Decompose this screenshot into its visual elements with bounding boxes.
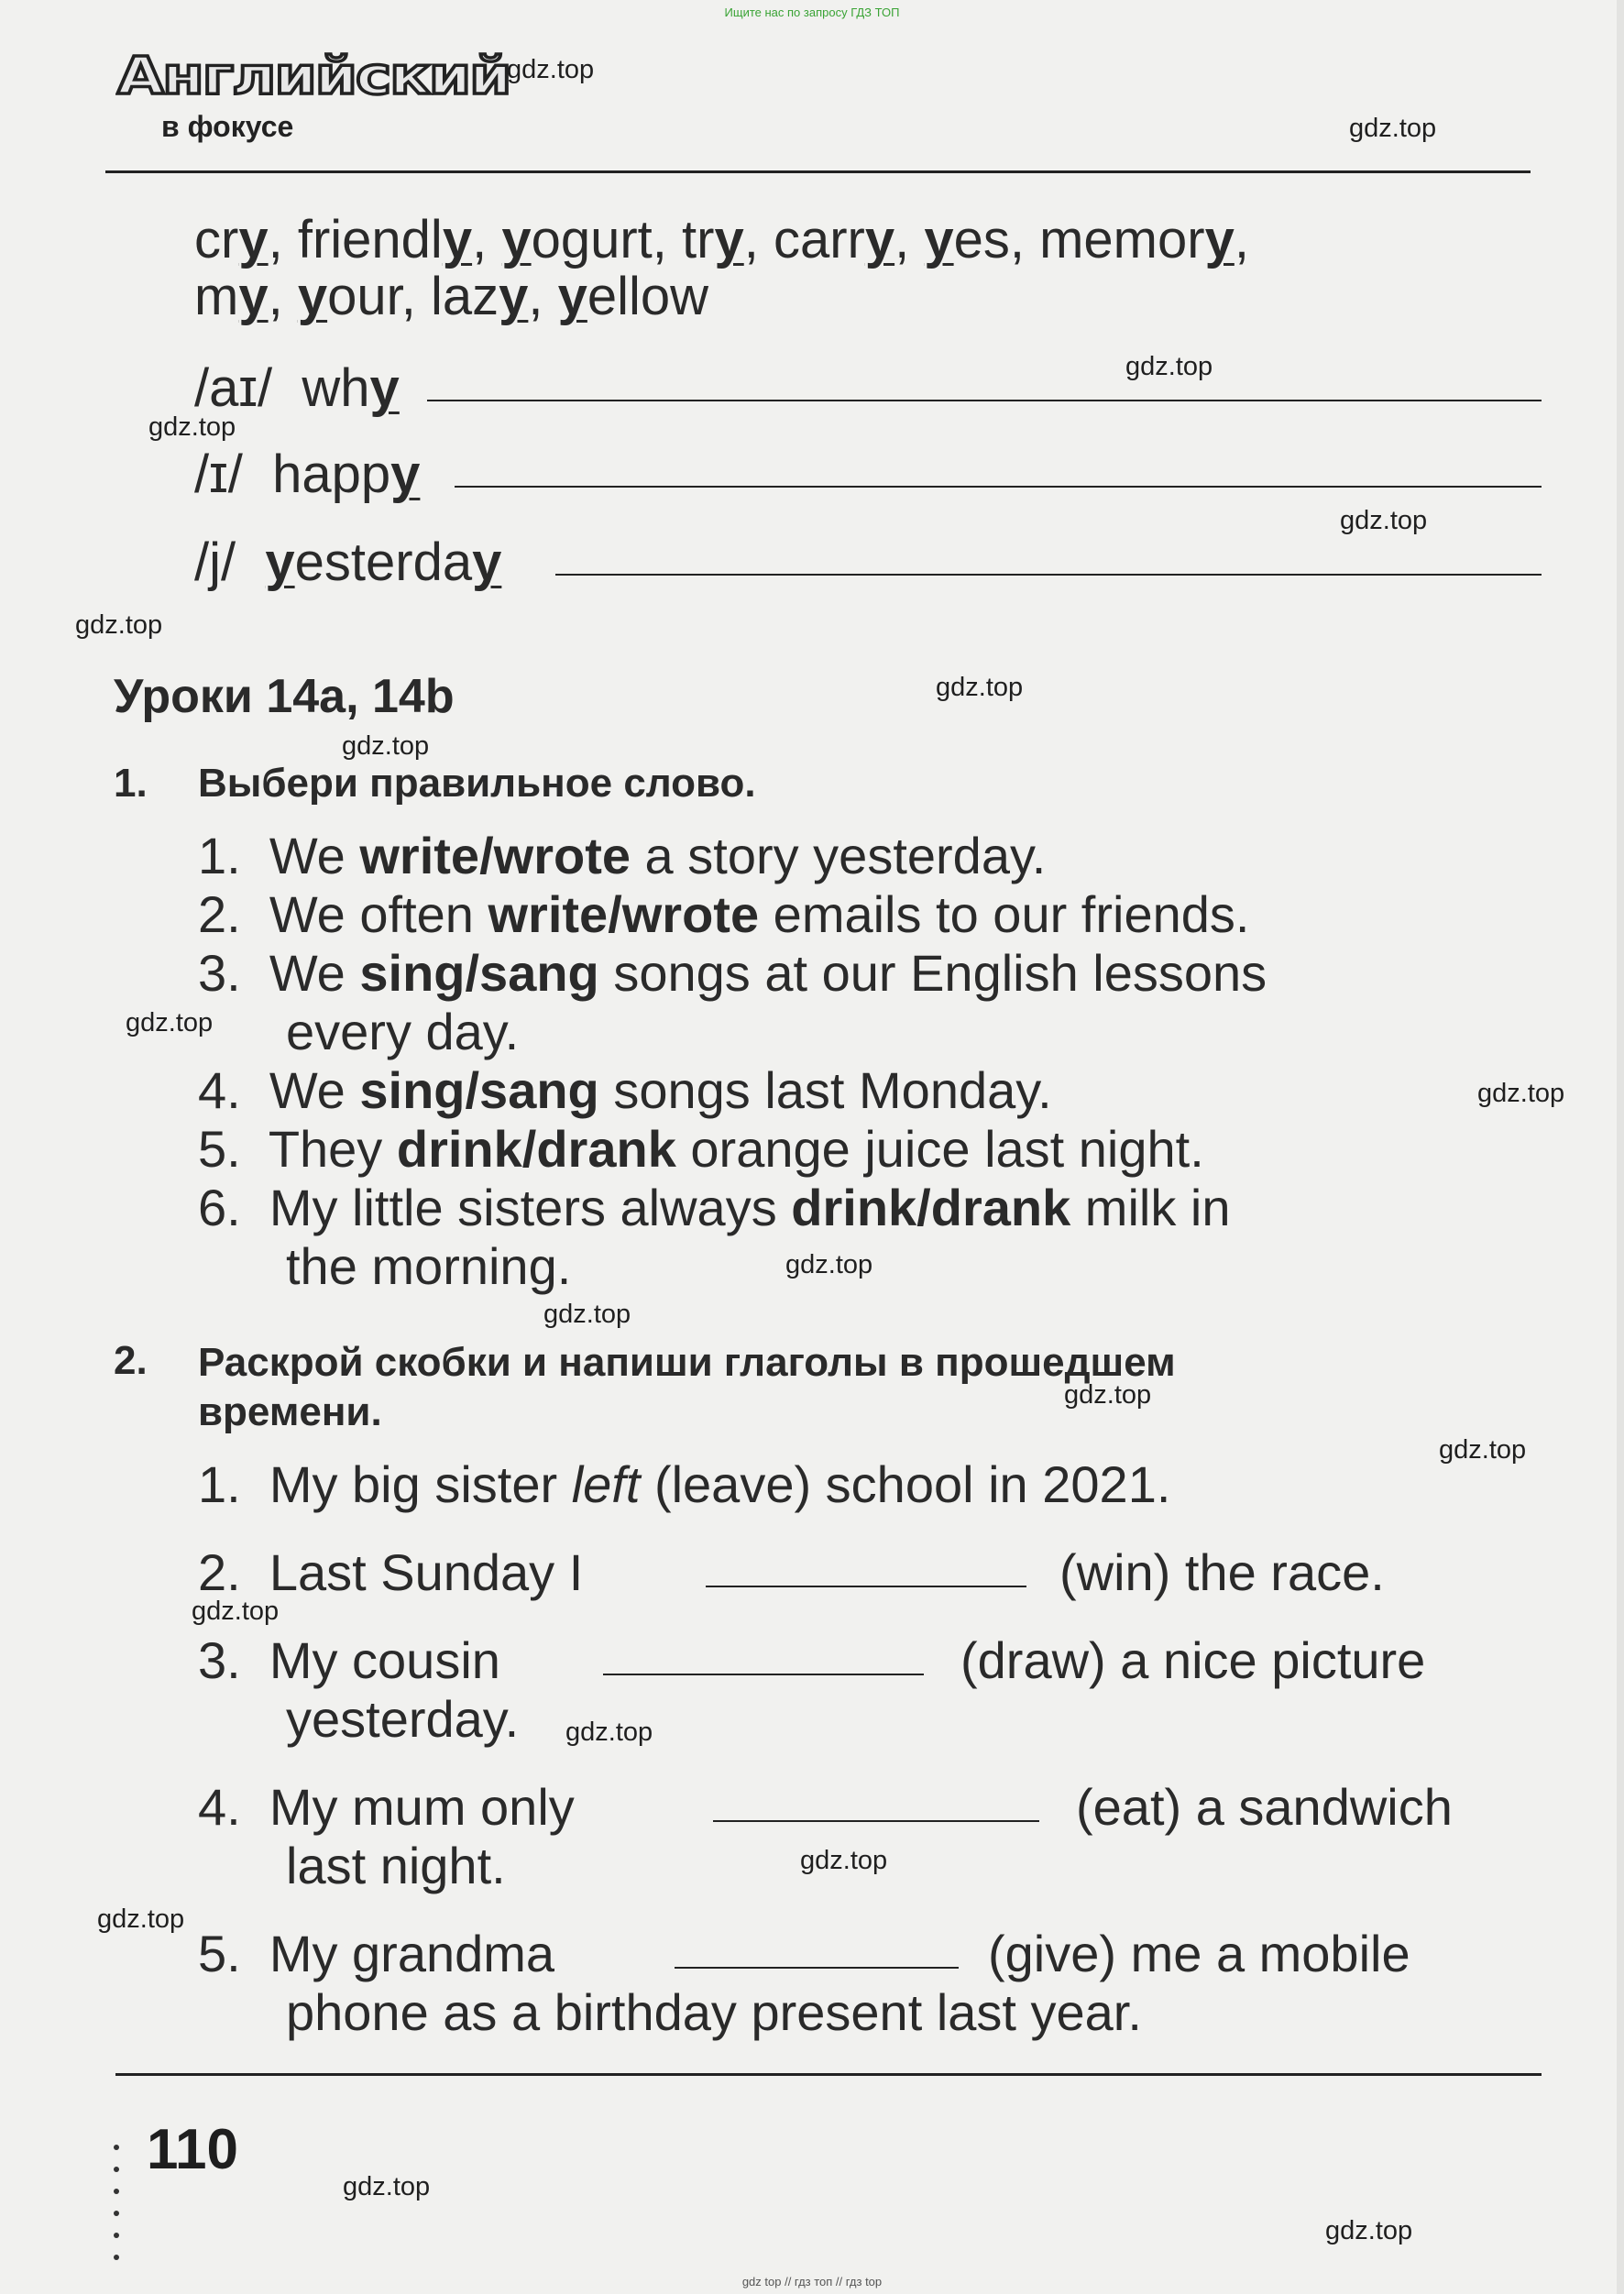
example-word: why: [302, 358, 400, 418]
task1-item: 4. We sing/sang songs last Monday.: [198, 1061, 1052, 1119]
watermark: gdz.top: [543, 1300, 631, 1329]
section-title: Уроки 14a, 14b: [114, 670, 455, 723]
task1-item: 6. My little sisters always drink/drank milk in the morning.: [198, 1179, 1231, 1295]
watermark: gdz.top: [1325, 2216, 1413, 2245]
answer-blank[interactable]: [706, 1586, 1026, 1587]
choice[interactable]: sing/sang: [359, 1061, 599, 1119]
task2-item: 5. My grandma phone as a birthday present last year.: [198, 1925, 1142, 2041]
answer-blank[interactable]: [675, 1967, 959, 1969]
sound-row-j: [194, 533, 501, 592]
answer-blank[interactable]: [713, 1820, 1039, 1822]
watermark: gdz.top: [1125, 352, 1213, 381]
example-word: yesterday: [265, 532, 502, 592]
logo-subtitle: в фокусе: [161, 110, 294, 143]
task2-heading: Раскрой скобки и напиши глаголы в прошедшем времени.: [198, 1340, 1176, 1434]
page-number: 110: [147, 2118, 239, 2181]
word: try,: [682, 210, 774, 269]
example-word: happy: [272, 445, 421, 504]
watermark: gdz.top: [1340, 506, 1428, 535]
watermark: gdz.top: [97, 1904, 185, 1934]
word: your,: [297, 267, 431, 326]
top-banner: Ищите нас по запросу ГДЗ ТОП: [724, 5, 900, 19]
answer-line[interactable]: [427, 400, 1542, 401]
header-rule: [105, 170, 1531, 173]
answer-blank[interactable]: [603, 1674, 924, 1675]
word: memory,: [1039, 210, 1249, 269]
watermark: gdz.top: [1064, 1380, 1152, 1410]
task1-item: 3. We sing/sang songs at our English lessons every day.: [198, 944, 1267, 1060]
sound-row-i: [194, 445, 420, 504]
task2-item-tail: (draw) a nice picture: [960, 1631, 1426, 1689]
task2-item: 3. My cousin yesterday.: [198, 1631, 520, 1748]
ipa-symbol: /aɪ/: [194, 358, 273, 418]
watermark: gdz.top: [800, 1846, 888, 1875]
word: carry,: [773, 210, 925, 269]
watermark: gdz.top: [1439, 1435, 1527, 1465]
answer-line[interactable]: [555, 574, 1542, 576]
choice[interactable]: sing/sang: [359, 944, 599, 1002]
word: yellow: [557, 267, 709, 326]
watermark: gdz.top: [936, 673, 1024, 702]
word-list-line-1: [194, 211, 1249, 269]
task2-number: 2.: [114, 1338, 148, 1383]
watermark: gdz.top: [1349, 114, 1437, 143]
watermark: gdz.top: [148, 412, 236, 442]
task2-item-tail: (give) me a mobile: [988, 1925, 1410, 1982]
choice[interactable]: write/wrote: [488, 885, 760, 943]
page-edge: [1617, 0, 1624, 2294]
watermark: gdz.top: [126, 1008, 214, 1037]
task2-item-tail: (win) the race.: [1059, 1543, 1385, 1601]
word: friendly,: [297, 210, 502, 269]
watermark: gdz.top: [342, 731, 430, 761]
word: lazy,: [430, 267, 558, 326]
ipa-symbol: /ɪ/: [194, 445, 243, 504]
ipa-symbol: /j/: [194, 532, 236, 592]
dotted-margin: [114, 2145, 121, 2277]
task1-item: 1. We write/wrote a story yesterday.: [198, 827, 1047, 884]
word-list-line-2: [194, 268, 708, 326]
choice[interactable]: drink/drank: [396, 1120, 676, 1178]
word: yogurt,: [501, 210, 683, 269]
task1-item: 5. They drink/drank orange juice last night.: [198, 1120, 1204, 1178]
answer-line[interactable]: [455, 486, 1542, 488]
watermark: gdz.top: [75, 610, 163, 640]
task1-heading: Выбери правильное слово.: [198, 761, 756, 806]
word: cry,: [194, 210, 298, 269]
word: yes,: [924, 210, 1040, 269]
footer-rule: [115, 2073, 1542, 2076]
watermark: gdz.top: [507, 55, 595, 84]
task2-item-tail: (eat) a sandwich: [1076, 1778, 1453, 1836]
watermark: gdz.top: [1477, 1079, 1565, 1108]
choice[interactable]: drink/drank: [791, 1179, 1071, 1236]
task1-item: 2. We often write/wrote emails to our friends.: [198, 885, 1250, 943]
watermark: gdz.top: [192, 1597, 280, 1626]
sound-row-ai: [194, 359, 400, 418]
task2-item: 2. Last Sunday I: [198, 1543, 584, 1601]
watermark: gdz.top: [343, 2172, 431, 2201]
task2-item: 1. My big sister left (leave) school in 2021.: [198, 1455, 1171, 1513]
task1-number: 1.: [114, 761, 148, 806]
watermark: gdz.top: [785, 1250, 873, 1279]
logo-title: Английский: [117, 46, 510, 106]
bottom-banner: gdz top // гдз топ // гдз top: [741, 2275, 883, 2289]
choice[interactable]: write/wrote: [359, 827, 631, 884]
watermark: gdz.top: [565, 1718, 653, 1747]
task2-item: 4. My mum only last night.: [198, 1778, 575, 1894]
word: my,: [194, 267, 298, 326]
